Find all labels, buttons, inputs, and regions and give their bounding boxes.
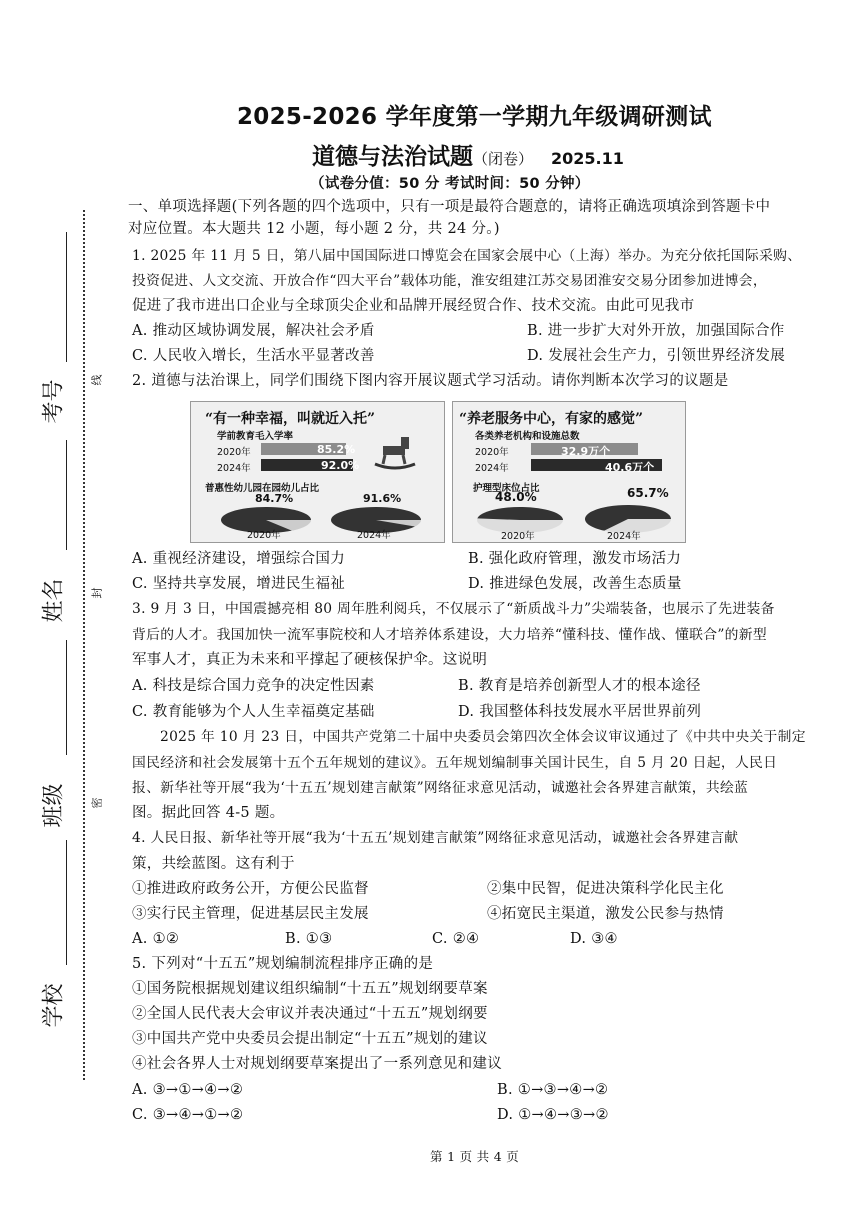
pie-value: 65.7% [627,486,669,500]
exam-info: （试卷分值：50 分 考试时间：50 分钟） [310,176,590,192]
seal-mark-line: 线 [90,374,104,386]
q2-option-c[interactable]: C. 坚持共享发展，增进民生福祉 [132,576,346,592]
material-text: 国民经济和社会发展第十五个五年规划的建议》。五年规划编制事关国计民生，自 5 月 20 日起，人民日 [132,755,778,771]
panel-pie-title: 普惠性幼儿园在园幼儿占比 [205,483,320,494]
q5-option-c[interactable]: C. ③→④→①→② [132,1107,244,1123]
seal-dotted-line [83,210,85,1080]
q5-stem: 5. 下列对“十五五”规划编制流程排序正确的是 [132,956,434,972]
q3-option-d[interactable]: D. 我国整体科技发展水平居世界前列 [458,704,702,720]
q3-stem: 3. 9 月 3 日，中国震撼亮相 80 周年胜利阅兵，不仅展示了“新质战斗力”尖端装备，也展示了先进装备 [132,601,775,617]
q5-option-b[interactable]: B. ①→③→④→② [497,1082,609,1098]
infographic-childcare [190,401,445,543]
pie-value: 91.6% [363,492,402,505]
q5-statement: ④社会各界人士对规划纲要草案提出了一系列意见和建议 [132,1056,502,1072]
q3-option-a[interactable]: A. 科技是综合国力竞争的决定性因素 [132,678,375,694]
section-heading: 一、单项选择题(下列各题的四个选项中，只有一项是最符合题意的，请将正确选项填涂到答题卡中 [128,199,771,215]
q4-stem: 策，共绘蓝图。这有利于 [132,856,295,872]
q4-statement: ①推进政府政务公开，方便公民监督 [132,881,369,897]
q1-option-b[interactable]: B. 进一步扩大对外开放，加强国际合作 [527,323,785,339]
binding-line [66,840,67,965]
bar-value: 85.2% [317,443,356,456]
q2-stem: 2. 道德与法治课上，同学们围绕下图内容开展议题式学习活动。请你判断本次学习的议题是 [132,373,729,389]
panel-bar-title: 学前教育毛入学率 [217,431,294,442]
panel-title: “有一种幸福，叫就近入托” [205,411,376,427]
exam-subtitle-row [312,138,624,171]
q4-option-b[interactable]: B. ①③ [285,931,333,947]
q3-stem: 背后的人才。我国加快一流军事院校和人才培养体系建设，大力培养“懂科技、懂作战、懂联合”的新型 [132,627,767,643]
bar-year-label: 2024年 [475,463,509,474]
q1-stem: 投资促进、人文交流、开放合作“四大平台”载体功能，淮安组建江苏交易团淮安交易分团参加进博会， [132,273,767,289]
section-heading-cont: 对应位置。本大题共 12 小题，每小题 2 分，共 24 分。) [128,221,500,237]
q3-option-b[interactable]: B. 教育是培养创新型人才的根本途径 [458,678,701,694]
binding-line [66,440,67,550]
q4-stem: 4. 人民日报、新华社等开展“我为‘十五五’规划建言献策”网络征求意见活动，诚邀社会各界建言献 [132,830,739,846]
exam-subtitle: 道德与法治试题 [312,144,473,170]
pie-year-label: 2024年 [357,530,391,541]
q5-option-a[interactable]: A. ③→①→④→② [132,1082,244,1098]
q4-option-c[interactable]: C. ②④ [432,931,480,947]
material-text: 报、新华社等开展“我为‘十五五’规划建言献策”网络征求意见活动，诚邀社会各界建言献策，共绘蓝 [132,780,749,796]
exam-date: 2025.11 [551,149,624,168]
q1-stem: 1. 2025 年 11 月 5 日，第八届中国国际进口博览会在国家会展中心（上海）举办。为充分依托国际采购、 [132,248,802,264]
q1-option-a[interactable]: A. 推动区域协调发展，解决社会矛盾 [132,323,375,339]
binding-line [66,640,67,755]
bar-value: 32.9万个 [561,445,611,458]
q2-option-b[interactable]: B. 强化政府管理，激发市场活力 [468,551,682,567]
q5-statement: ③中国共产党中央委员会提出制定“十五五”规划的建议 [132,1031,488,1047]
q5-option-d[interactable]: D. ①→④→③→② [497,1107,609,1123]
pie-year-label: 2024年 [607,531,641,542]
q4-statement: ③实行民主管理，促进基层民主发展 [132,906,369,922]
bar-value: 40.6万个 [605,461,655,474]
bar-year-label: 2024年 [217,463,251,474]
q2-option-d[interactable]: D. 推进绿色发展，改善生态质量 [468,576,682,592]
q2-option-a[interactable]: A. 重视经济建设，增强综合国力 [132,551,345,567]
q3-stem: 军事人才，真正为未来和平撑起了硬核保护伞。这说明 [132,652,488,668]
q5-statement: ①国务院根据规划建议组织编制“十五五”规划纲要草案 [132,981,488,997]
q4-statement: ②集中民智，促进决策科学化民主化 [487,881,724,897]
rocking-horse-icon [371,432,419,470]
q4-option-d[interactable]: D. ③④ [570,931,618,947]
bar-value: 92.0% [321,459,360,472]
side-label-name: 姓名 [41,578,67,623]
pie-year-label: 2020年 [247,530,281,541]
pie-value: 84.7% [255,492,294,505]
bar-year-label: 2020年 [475,447,509,458]
exam-title: 2025-2026 学年度第一学期九年级调研测试 [237,104,712,130]
seal-mark-secret: 密 [90,797,104,809]
material-text: 2025 年 10 月 23 日，中国共产党第二十届中央委员会第四次全体会议审议通过了《中共中央关于制定 [160,729,806,745]
q4-statement: ④拓宽民主渠道，激发公民参与热情 [487,906,724,922]
q1-stem: 促进了我市进出口企业与全球顶尖企业和品牌开展经贸合作、技术交流。由此可见我市 [132,298,695,314]
panel-title: “养老服务中心，有家的感觉” [459,411,644,427]
pie-year-label: 2020年 [501,531,535,542]
binding-line-top [66,232,67,362]
infographic-elderly-care [452,401,686,543]
q1-option-d[interactable]: D. 发展社会生产力，引领世界经济发展 [527,348,786,364]
bar-year-label: 2020年 [217,447,251,458]
pie-value: 48.0% [495,490,537,504]
side-label-class: 班级 [41,783,67,828]
panel-bar-title: 各类养老机构和设施总数 [475,431,580,442]
material-text: 图。据此回答 4-5 题。 [132,805,285,821]
q1-option-c[interactable]: C. 人民收入增长，生活水平显著改善 [132,348,375,364]
q3-option-c[interactable]: C. 教育能够为个人人生幸福奠定基础 [132,704,375,720]
page-number: 第 1 页 共 4 页 [430,1149,520,1164]
exam-subtitle-note: （闭卷） [473,150,534,168]
q4-option-a[interactable]: A. ①② [132,931,180,947]
panel-pie-title: 护理型床位占比 [473,483,540,494]
side-label-school: 学校 [41,983,67,1028]
q5-statement: ②全国人民代表大会审议并表决通过“十五五”规划纲要 [132,1006,488,1022]
side-label-exam-no: 考号 [41,379,67,424]
seal-mark-seal: 封 [90,587,104,599]
